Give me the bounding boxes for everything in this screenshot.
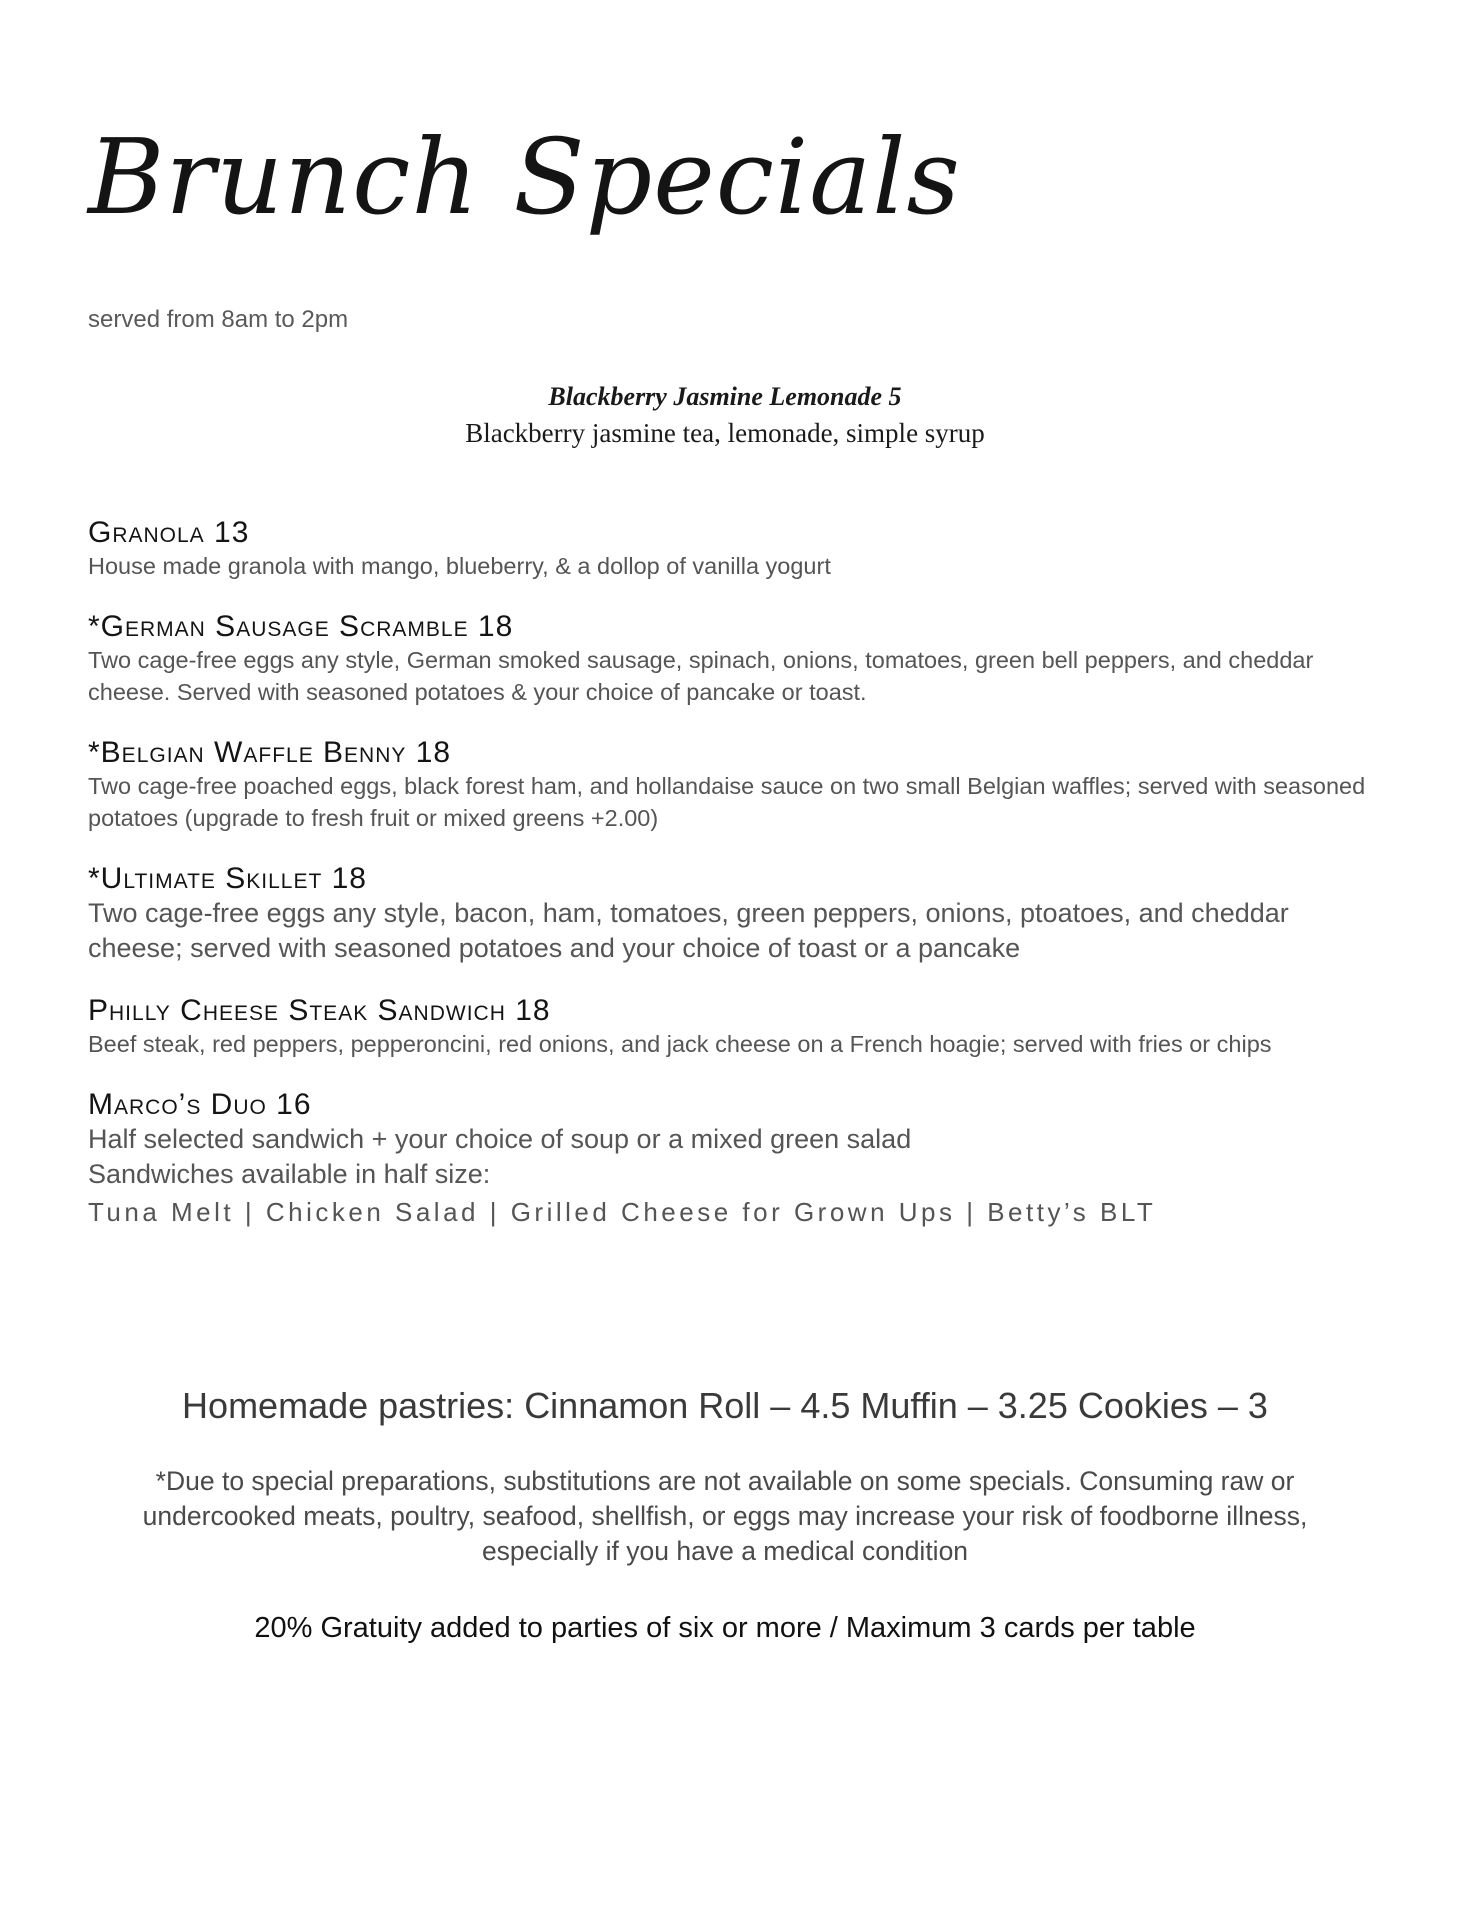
menu-item <box>88 736 1388 834</box>
menu-item-name: Granola 13 <box>88 516 250 549</box>
menu-item-name: *Ultimate Skillet 18 <box>88 862 367 895</box>
menu-item-description: Two cage-free eggs any style, German smoked sausage, spinach, onions, tomatoes, green bell peppers, and cheddar cheese. Served with seasoned potatoes & your choice of pancake or toast. <box>88 647 1314 705</box>
pastries-line: Homemade pastries: Cinnamon Roll – 4.5 Muffin – 3.25 Cookies – 3 <box>182 1385 1268 1426</box>
menu-item-name: Marco’s Duo 16 <box>88 1088 312 1121</box>
menu-item <box>88 994 1388 1060</box>
menu-item <box>88 1088 1388 1230</box>
menu-item-description: Two cage-free eggs any style, bacon, ham, tomatoes, green peppers, onions, ptoatoes, and cheddar cheese; served with seasoned potatoes and your choice of toast or a pancake <box>88 898 1289 963</box>
menu-item <box>88 862 1388 966</box>
menu-item-name: Philly Cheese Steak Sandwich 18 <box>88 994 551 1027</box>
menu-item-description: Beef steak, red peppers, pepperoncini, red onions, and jack cheese on a French hoagie; served with fries or chips <box>88 1031 1272 1057</box>
half-size-sandwich-options: Tuna Melt | Chicken Salad | Grilled Cheese for Grown Ups | Betty’s BLT <box>88 1197 1157 1227</box>
featured-drink <box>0 378 1450 450</box>
menu-item <box>88 610 1388 708</box>
menu-item <box>88 516 1388 582</box>
menu-item-name: *Belgian Waffle Benny 18 <box>88 736 452 769</box>
menu-item-description: House made granola with mango, blueberry, & a dollop of vanilla yogurt <box>88 553 831 579</box>
menu-item-description: Two cage-free poached eggs, black forest ham, and hollandaise sauce on two small Belgian waffles; served with seasoned potatoes (upgrade to fresh fruit or mixed greens +2.00) <box>88 773 1366 831</box>
featured-drink-description: Blackberry jasmine tea, lemonade, simple syrup <box>465 418 985 448</box>
serving-hours: served from 8am to 2pm <box>88 306 349 333</box>
menu-title: Brunch Specials <box>88 116 961 238</box>
food-safety-disclaimer: *Due to special preparations, substitutions are not available on some specials. Consuming raw or undercooked meats, poultry, seafood, shellfish, or eggs may increase your risk of foodborne illness, especially if you have a medical condition <box>142 1466 1308 1566</box>
half-size-note: Sandwiches available in half size: <box>88 1159 491 1189</box>
menu-item-description: Half selected sandwich + your choice of soup or a mixed green salad <box>88 1124 912 1154</box>
menu-item-list <box>88 516 1388 1230</box>
menu-item-name: *German Sausage Scramble 18 <box>88 610 514 643</box>
featured-drink-name: Blackberry Jasmine Lemonade 5 <box>548 382 902 411</box>
gratuity-notice: 20% Gratuity added to parties of six or more / Maximum 3 cards per table <box>254 1612 1196 1644</box>
